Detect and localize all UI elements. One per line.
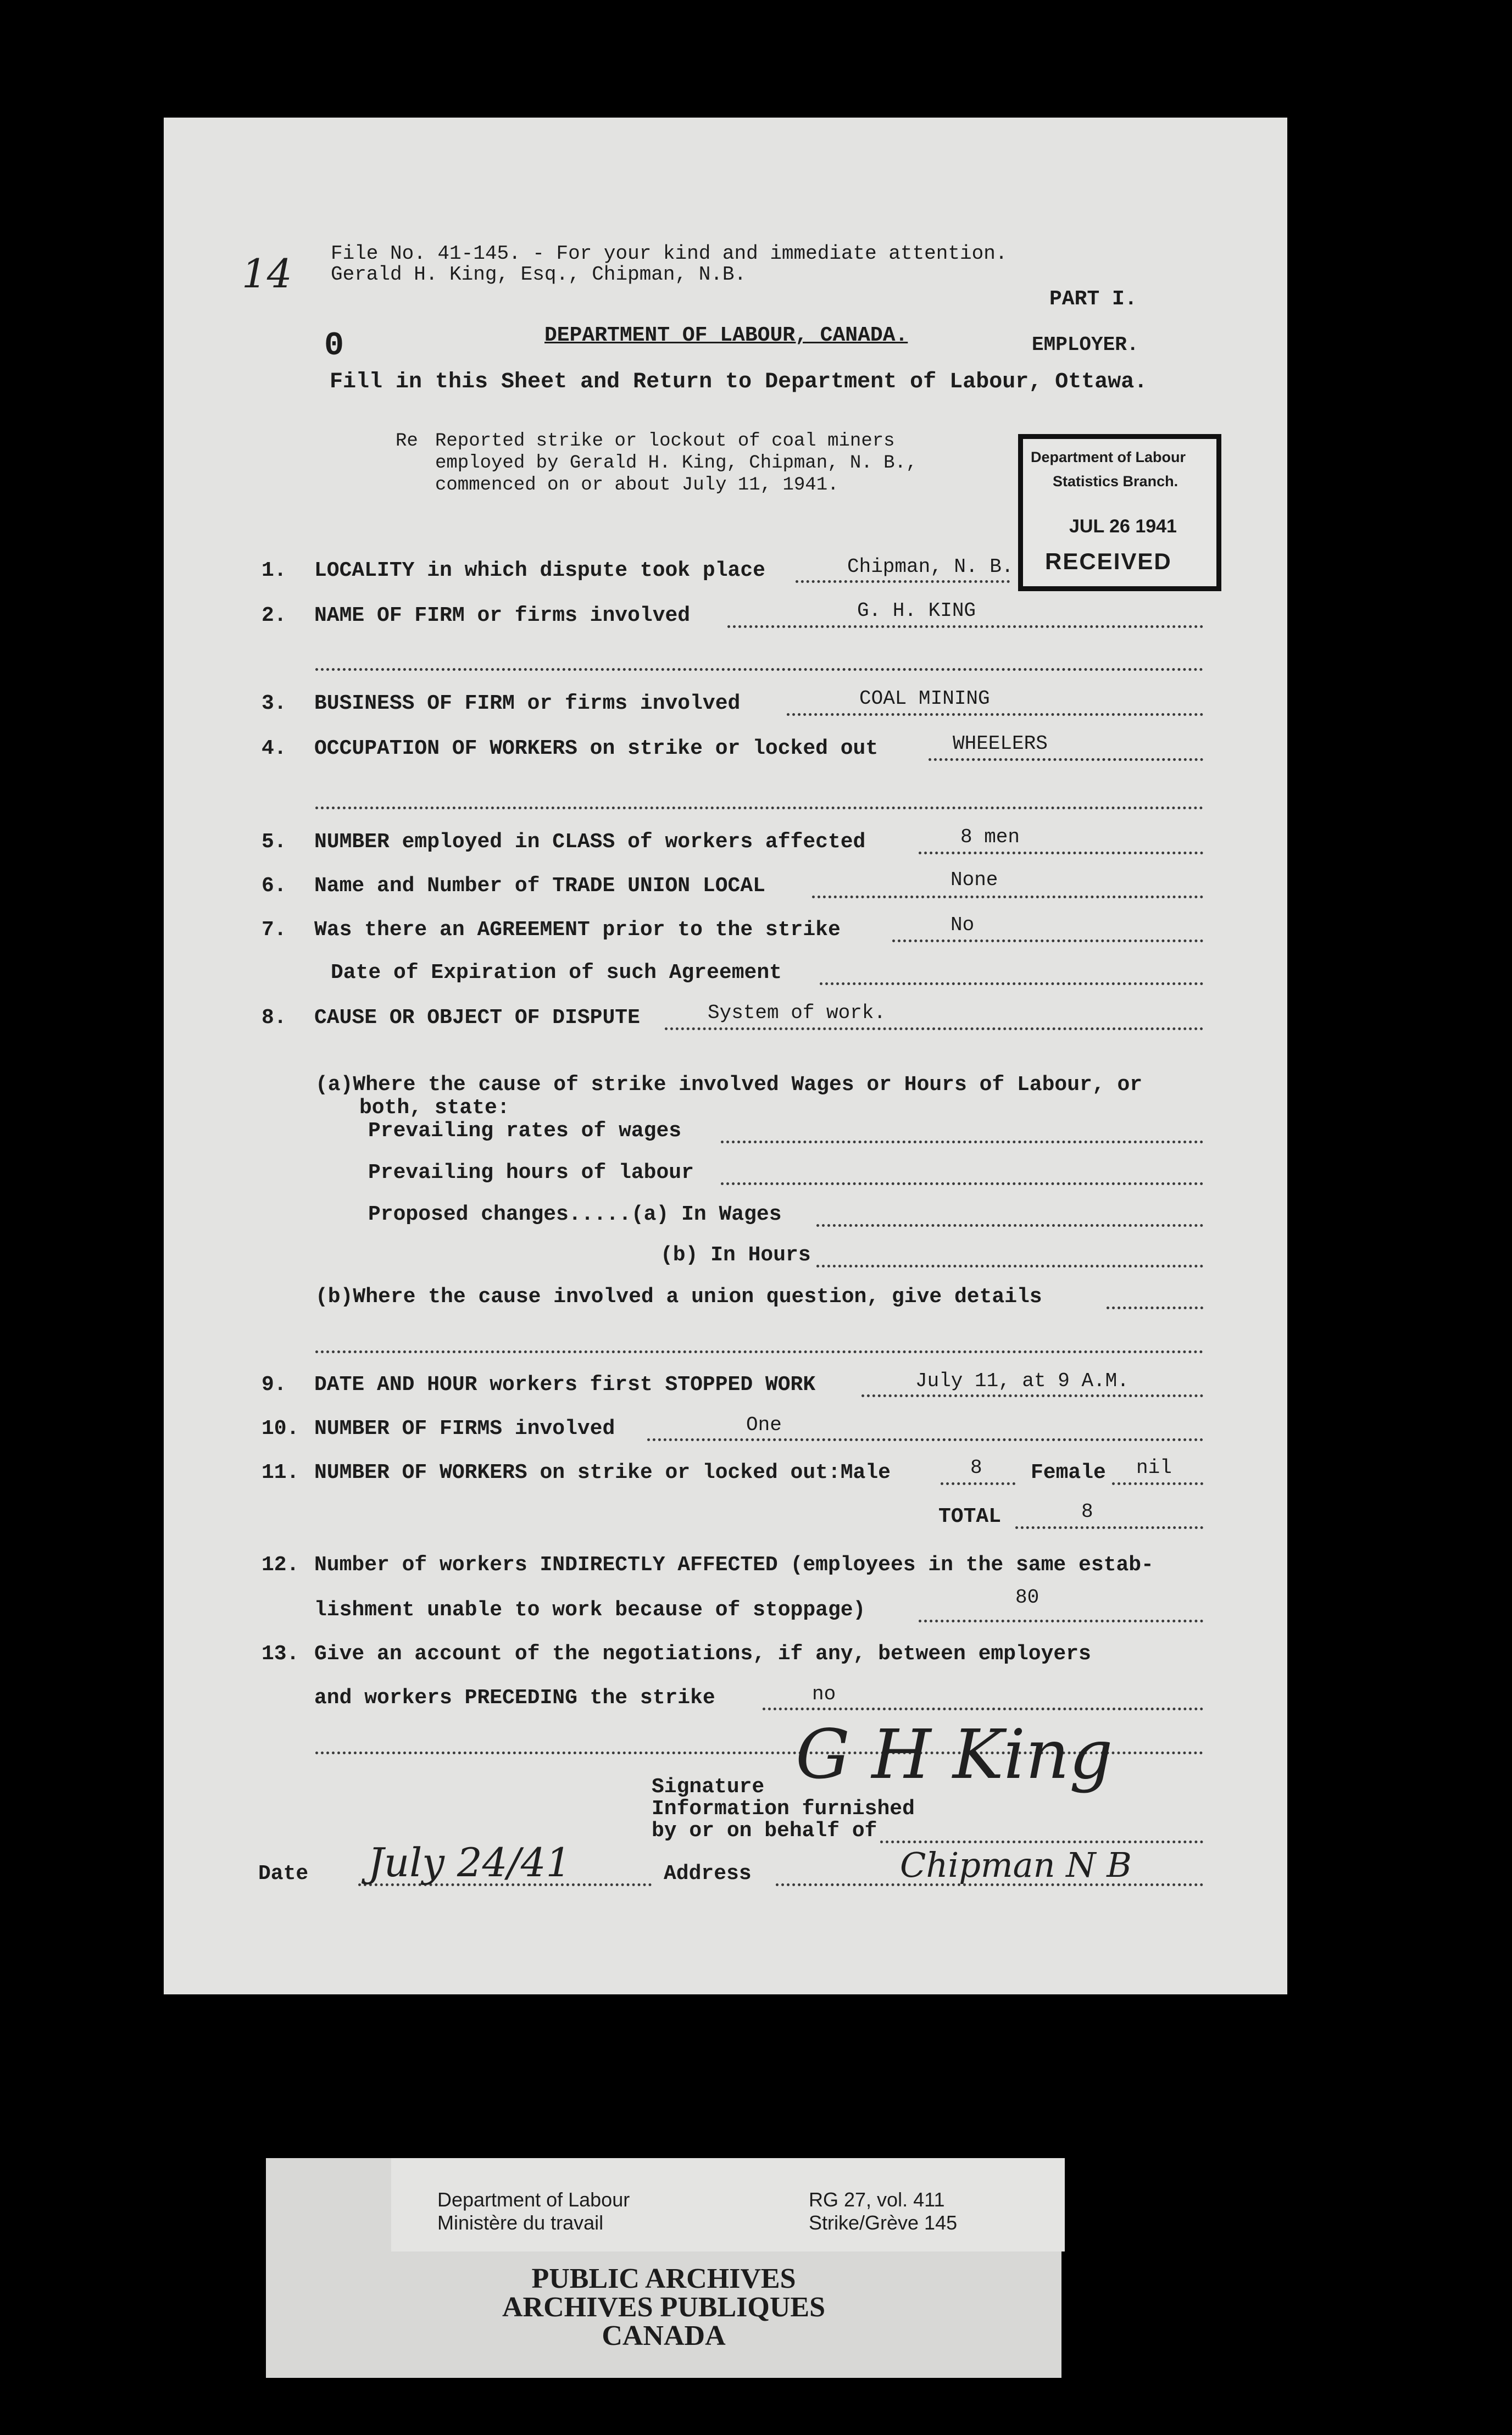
q2-extra-line: [315, 668, 1203, 671]
q6-dotted-line: [812, 896, 1203, 898]
q3-answer: COAL MINING: [859, 687, 990, 710]
stamp-line-1: Department of Labour: [1031, 449, 1186, 465]
q4-number: 4.: [262, 737, 287, 760]
proposed-wages-label: Proposed changes.....(a) In Wages: [368, 1203, 782, 1226]
part-label: PART I.: [1049, 287, 1137, 311]
q7-dotted-line: [892, 939, 1203, 942]
prevailing-rates-label: Prevailing rates of wages: [368, 1119, 682, 1143]
q3-number: 3.: [262, 692, 287, 715]
q11-label: NUMBER OF WORKERS on strike or locked out:Male: [314, 1461, 891, 1485]
q12-line-1: Number of workers INDIRECTLY AFFECTED (employees in the same estab-: [314, 1553, 1154, 1577]
q11-female-dotted-line: [1112, 1482, 1203, 1485]
re-label: Re: [396, 431, 418, 452]
q6-answer: None: [950, 869, 998, 891]
dept-fr: Ministère du travail: [437, 2211, 604, 2234]
q11-female-label: Female: [1031, 1461, 1106, 1485]
signature: G H King: [796, 1715, 1113, 1794]
q12-number: 12.: [262, 1553, 299, 1577]
q5-label: NUMBER employed in CLASS of workers affected: [314, 830, 866, 854]
q5-dotted-line: [919, 852, 1203, 854]
q2-dotted-line: [727, 625, 1203, 628]
total-label: TOTAL: [938, 1505, 1002, 1528]
q10-label: NUMBER OF FIRMS involved: [314, 1417, 615, 1441]
file-line: File No. 41-145. - For your kind and immediate attention.: [331, 242, 1008, 265]
archive-label-reference-strip: [391, 2158, 1065, 2251]
re-line-3: commenced on or about July 11, 1941.: [435, 475, 839, 496]
total-value: 8: [1081, 1500, 1093, 1523]
q1-dotted-line: [796, 580, 1010, 583]
proposed-wages-dotted-line: [816, 1224, 1203, 1227]
q7-label: Was there an AGREEMENT prior to the strike: [314, 918, 841, 942]
reference-strike: Strike/Grève 145: [809, 2211, 958, 2234]
expiration-dotted-line: [820, 982, 1203, 985]
sub-a-line-2: both, state:: [359, 1096, 510, 1120]
q6-number: 6.: [262, 874, 287, 898]
q10-answer: One: [746, 1414, 782, 1436]
circle-mark: 0: [324, 327, 344, 365]
received-stamp: [1018, 434, 1221, 591]
employer-label: EMPLOYER.: [1032, 333, 1139, 356]
archives-line-2: ARCHIVES PUBLIQUES: [502, 2292, 826, 2323]
q12-dotted-line: [919, 1620, 1203, 1622]
date-value: July 24/41: [368, 1839, 571, 1886]
total-dotted-line: [1015, 1526, 1203, 1529]
proposed-hours-dotted-line: [816, 1265, 1203, 1267]
q9-label: DATE AND HOUR workers first STOPPED WORK: [314, 1373, 816, 1397]
q4-answer: WHEELERS: [953, 732, 1048, 755]
q5-number: 5.: [262, 830, 287, 854]
q4-label: OCCUPATION OF WORKERS on strike or locked out: [314, 737, 879, 760]
prevailing-hours-label: Prevailing hours of labour: [368, 1161, 694, 1185]
q8-label: CAUSE OR OBJECT OF DISPUTE: [314, 1006, 640, 1030]
archives-line-3: CANADA: [602, 2320, 726, 2351]
sub-b-extra-line: [315, 1350, 1203, 1353]
q10-number: 10.: [262, 1417, 299, 1441]
stamp-line-2: Statistics Branch.: [1053, 473, 1179, 490]
q1-number: 1.: [262, 559, 287, 582]
q7-number: 7.: [262, 918, 287, 942]
q13-answer: no: [812, 1683, 836, 1705]
stamp-date: JUL 26 1941: [1069, 516, 1177, 537]
q9-number: 9.: [262, 1373, 287, 1397]
form-sheet: [164, 118, 1287, 1994]
rates-dotted-line: [721, 1141, 1203, 1143]
department-title: DEPARTMENT OF LABOUR, CANADA.: [544, 324, 908, 347]
q13-line-1: Give an account of the negotiations, if any, between employers: [314, 1642, 1091, 1666]
on-behalf-dotted-line: [880, 1841, 1203, 1843]
instruction-line: Fill in this Sheet and Return to Department of Labour, Ottawa.: [330, 370, 1148, 394]
q9-dotted-line: [861, 1394, 1203, 1397]
q2-label: NAME OF FIRM or firms involved: [314, 604, 691, 627]
address-value: Chipman N B: [900, 1845, 1132, 1885]
re-line-1: Reported strike or lockout of coal miners: [435, 431, 895, 452]
date-label: Date: [258, 1862, 309, 1886]
q9-answer: July 11, at 9 A.M.: [915, 1370, 1129, 1392]
q1-answer: Chipman, N. B.: [847, 555, 1014, 578]
q11-number: 11.: [262, 1461, 299, 1485]
q11-male-answer: 8: [970, 1456, 982, 1479]
q4-dotted-line: [929, 758, 1203, 761]
address-label: Address: [664, 1862, 752, 1886]
q2-answer: G. H. KING: [857, 599, 976, 622]
q12-answer: 80: [1015, 1586, 1040, 1609]
q4-extra-line: [315, 807, 1203, 809]
q13-number: 13.: [262, 1642, 299, 1666]
reference-volume: RG 27, vol. 411: [809, 2188, 945, 2211]
q7-answer: No: [950, 914, 975, 936]
q13-dotted-line: [763, 1708, 1203, 1710]
signature-label: Signature: [652, 1775, 765, 1799]
q5-answer: 8 men: [960, 826, 1020, 848]
q3-dotted-line: [787, 713, 1203, 716]
stamp-received: RECEIVED: [1045, 548, 1172, 574]
q11-female-answer: nil: [1136, 1456, 1172, 1479]
addressee-line: Gerald H. King, Esq., Chipman, N.B.: [331, 263, 747, 286]
q2-number: 2.: [262, 604, 287, 627]
re-line-2: employed by Gerald H. King, Chipman, N. B.,: [435, 453, 918, 474]
q10-dotted-line: [647, 1438, 1203, 1441]
q13-line-2: and workers PRECEDING the strike: [314, 1686, 715, 1710]
sub-b-label: (b)Where the cause involved a union question, give details: [315, 1285, 1042, 1309]
sub-a-line-1: (a)Where the cause of strike involved Wages or Hours of Labour, or: [315, 1073, 1143, 1097]
q8-number: 8.: [262, 1006, 287, 1030]
sub-b-dotted-line: [1107, 1307, 1203, 1309]
q12-line-2: lishment unable to work because of stoppage): [314, 1598, 866, 1622]
hours-dotted-line: [721, 1182, 1203, 1185]
q1-label: LOCALITY in which dispute took place: [314, 559, 765, 582]
on-behalf-label: by or on behalf of: [652, 1819, 877, 1843]
archives-line-1: PUBLIC ARCHIVES: [531, 2263, 796, 2294]
dept-en: Department of Labour: [437, 2188, 630, 2211]
q8-dotted-line: [665, 1027, 1203, 1030]
proposed-hours-label: (b) In Hours: [660, 1243, 811, 1267]
expiration-label: Date of Expiration of such Agreement: [331, 961, 782, 985]
q11-male-dotted-line: [941, 1482, 1015, 1485]
handwritten-mark: 14: [242, 251, 292, 297]
q3-label: BUSINESS OF FIRM or firms involved: [314, 692, 741, 715]
info-furnished-label: Information furnished: [652, 1797, 915, 1821]
archive-label: [266, 2158, 1061, 2378]
q6-label: Name and Number of TRADE UNION LOCAL: [314, 874, 765, 898]
q8-answer: System of work.: [708, 1002, 886, 1024]
